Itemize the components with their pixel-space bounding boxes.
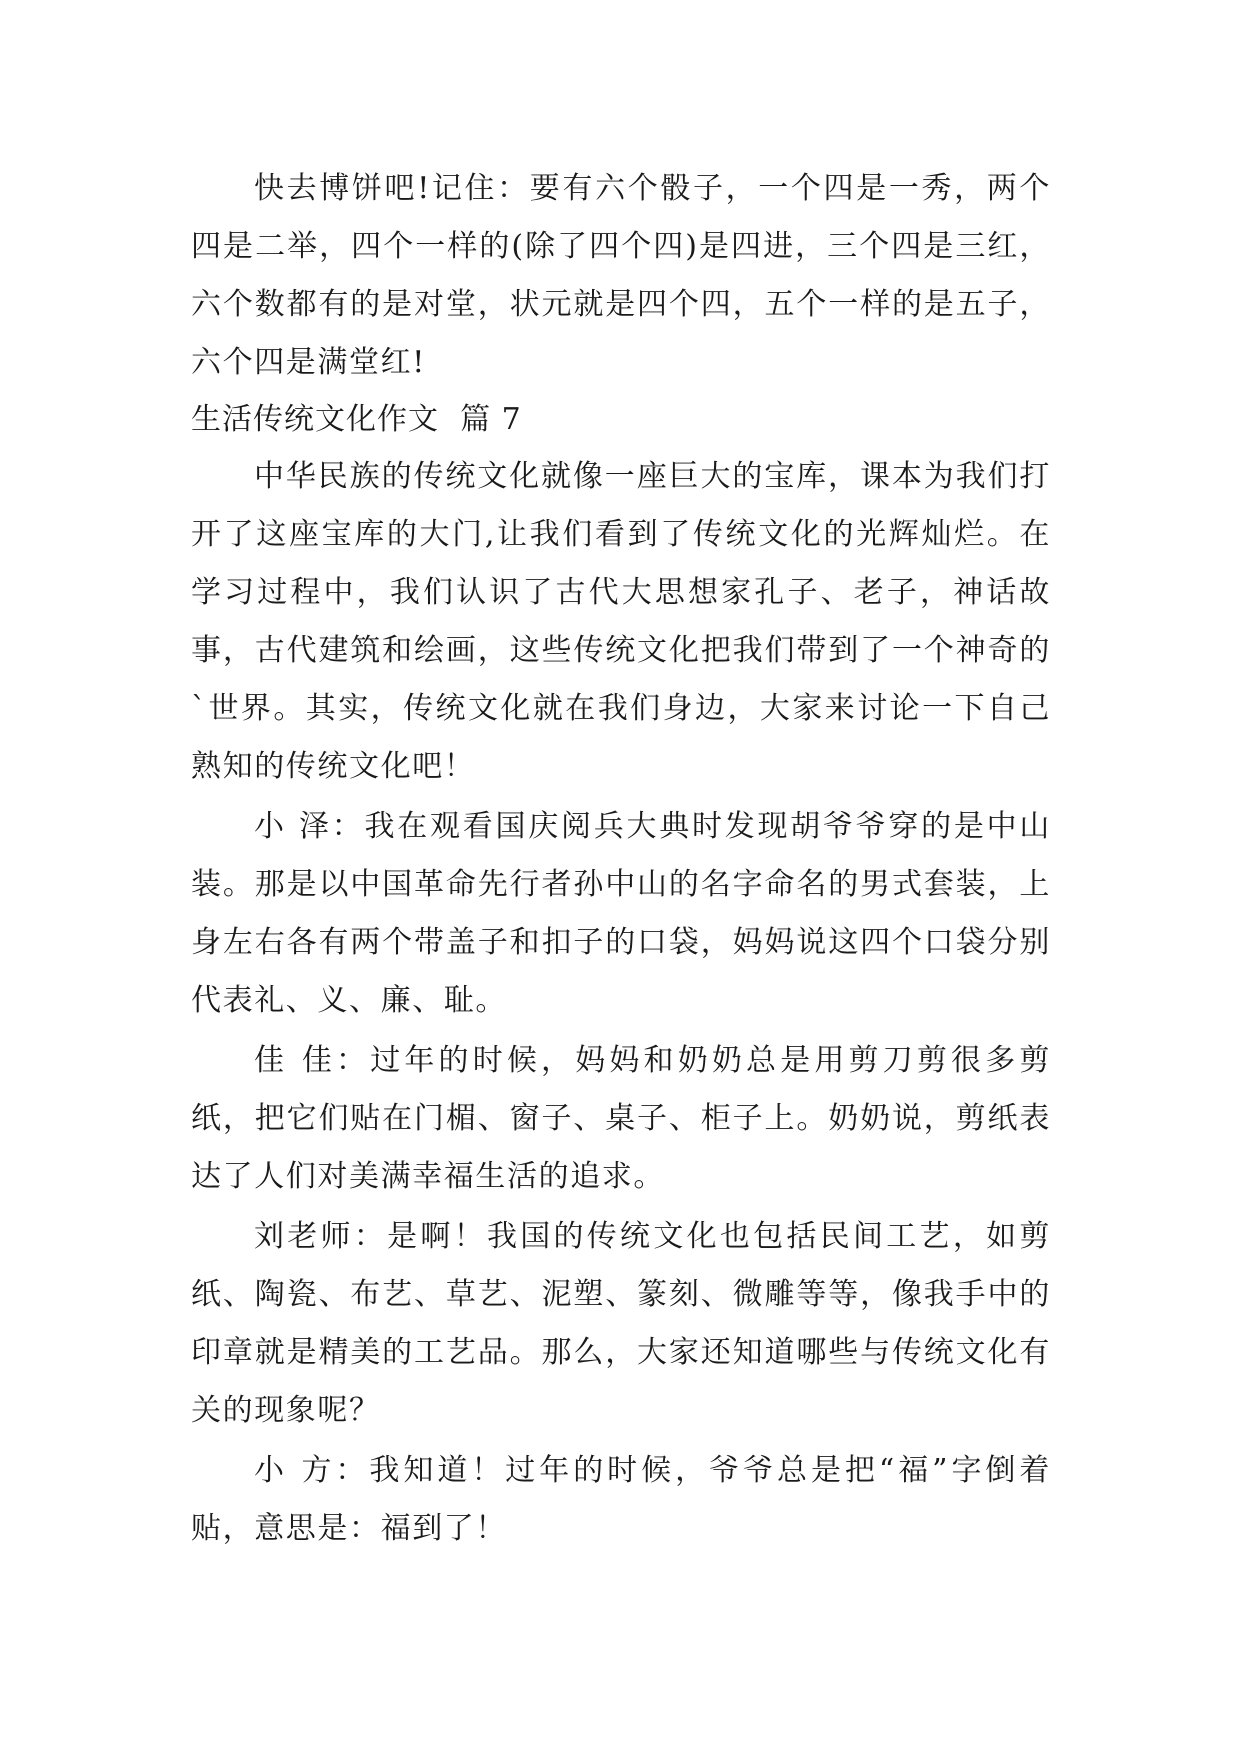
section-heading: 生活传统文化作文 篇 7 — [191, 402, 522, 437]
paragraph-jiajia: 佳 佳：过年的时候，妈妈和奶奶总是用剪刀剪很多剪纸，把它们贴在门楣、窗子、桌子、柜子上。奶奶说，剪纸表达了人们对美满幸福生活的追求。 — [191, 1043, 1051, 1194]
document-body — [191, 160, 1051, 1558]
paragraph-dice-game-rules: 快去博饼吧!记住：要有六个骰子，一个四是一秀，两个四是二举，四个一样的(除了四个四)是四进，三个四是三红，六个数都有的是对堂，状元就是四个四，五个一样的是五子，六个四是满堂红! — [191, 171, 1051, 380]
paragraph-xiaoze: 小 泽：我在观看国庆阅兵大典时发现胡爷爷穿的是中山装。那是以中国革命先行者孙中山的名字命名的男式套装，上身左右各有两个带盖子和扣子的口袋，妈妈说这四个口袋分别代表礼、义、廉、耻。 — [191, 809, 1051, 1018]
paragraph-teacher-liu: 刘老师：是啊！我国的传统文化也包括民间工艺，如剪纸、陶瓷、布艺、草艺、泥塑、篆刻、微雕等等，像我手中的印章就是精美的工艺品。那么，大家还知道哪些与传统文化有关的现象呢？ — [191, 1219, 1051, 1428]
paragraph-xiaofang: 小 方：我知道！过年的时候，爷爷总是把“福”字倒着贴，意思是：福到了！ — [191, 1453, 1051, 1546]
paragraph-intro: 中华民族的传统文化就像一座巨大的宝库，课本为我们打开了这座宝库的大门,让我们看到了传统文化的光辉灿烂。在学习过程中，我们认识了古代大思想家孔子、老子，神话故事，古代建筑和绘画，这些传统文化把我们带到了一个神奇的`世界。其实，传统文化就在我们身边，大家来讨论一下自己熟知的传统文化吧！ — [191, 459, 1051, 784]
